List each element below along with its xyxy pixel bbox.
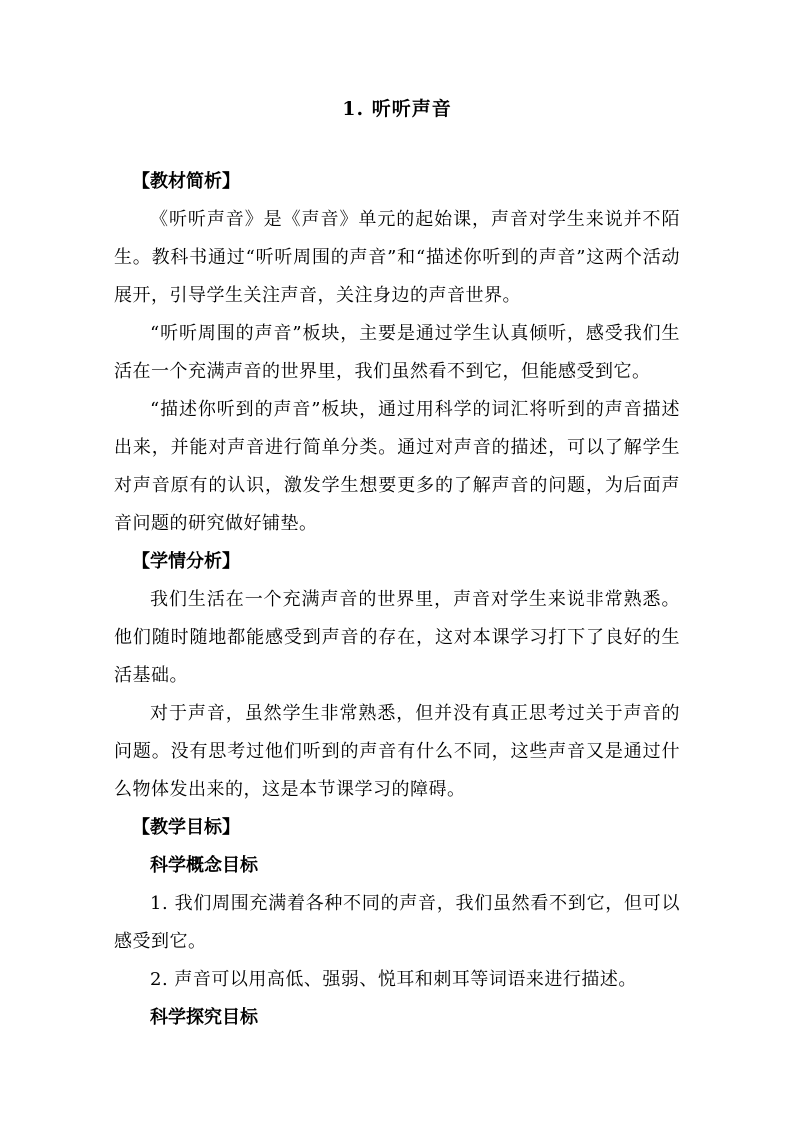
section-heading-teaching-goals: 【教学目标】: [132, 817, 240, 838]
paragraph: 《听听声音》是《声音》单元的起始课，声音对学生来说并不陌生。教科书通过“听听周围的声音”和“描述你听到的声音”这两个活动展开，引导学生关注声音，关注身边的声音世界。: [114, 209, 680, 306]
paragraph: “听听周围的声音”板块，主要是通过学生认真倾听，感受我们生活在一个充满声音的世界里，我们虽然看不到它，但能感受到它。: [114, 323, 680, 382]
paragraph: 2. 声音可以用高低、强弱、悦耳和刺耳等词语来进行描述。: [150, 969, 637, 990]
paragraph: 1. 我们周围充满着各种不同的声音，我们虽然看不到它，但可以感受到它。: [114, 893, 680, 952]
paragraph: 对于声音，虽然学生非常熟悉，但并没有真正思考过关于声音的问题。没有思考过他们听到的声音有什么不同，这些声音又是通过什么物体发出来的，这是本节课学习的障碍。: [114, 703, 680, 800]
section-heading-textbook-analysis: 【教材简析】: [132, 171, 240, 192]
section-heading-student-analysis: 【学情分析】: [132, 551, 240, 572]
paragraph: “描述你听到的声音”板块，通过用科学的词汇将听到的声音描述出来，并能对声音进行简单分类。通过对声音的描述，可以了解学生对声音原有的认识，激发学生想要更多的了解声音的问题，为后面声音问题的研究做好铺垫。: [114, 399, 680, 534]
paragraph: 我们生活在一个充满声音的世界里，声音对学生来说非常熟悉。他们随时随地都能感受到声音的存在，这对本课学习打下了良好的生活基础。: [114, 589, 680, 686]
subheading-science-inquiry-goals: 科学探究目标: [150, 1007, 258, 1028]
document-body: [114, 163, 680, 1037]
subheading-science-concept-goals: 科学概念目标: [150, 855, 258, 876]
document-title: 1. 听听声音: [342, 98, 452, 120]
